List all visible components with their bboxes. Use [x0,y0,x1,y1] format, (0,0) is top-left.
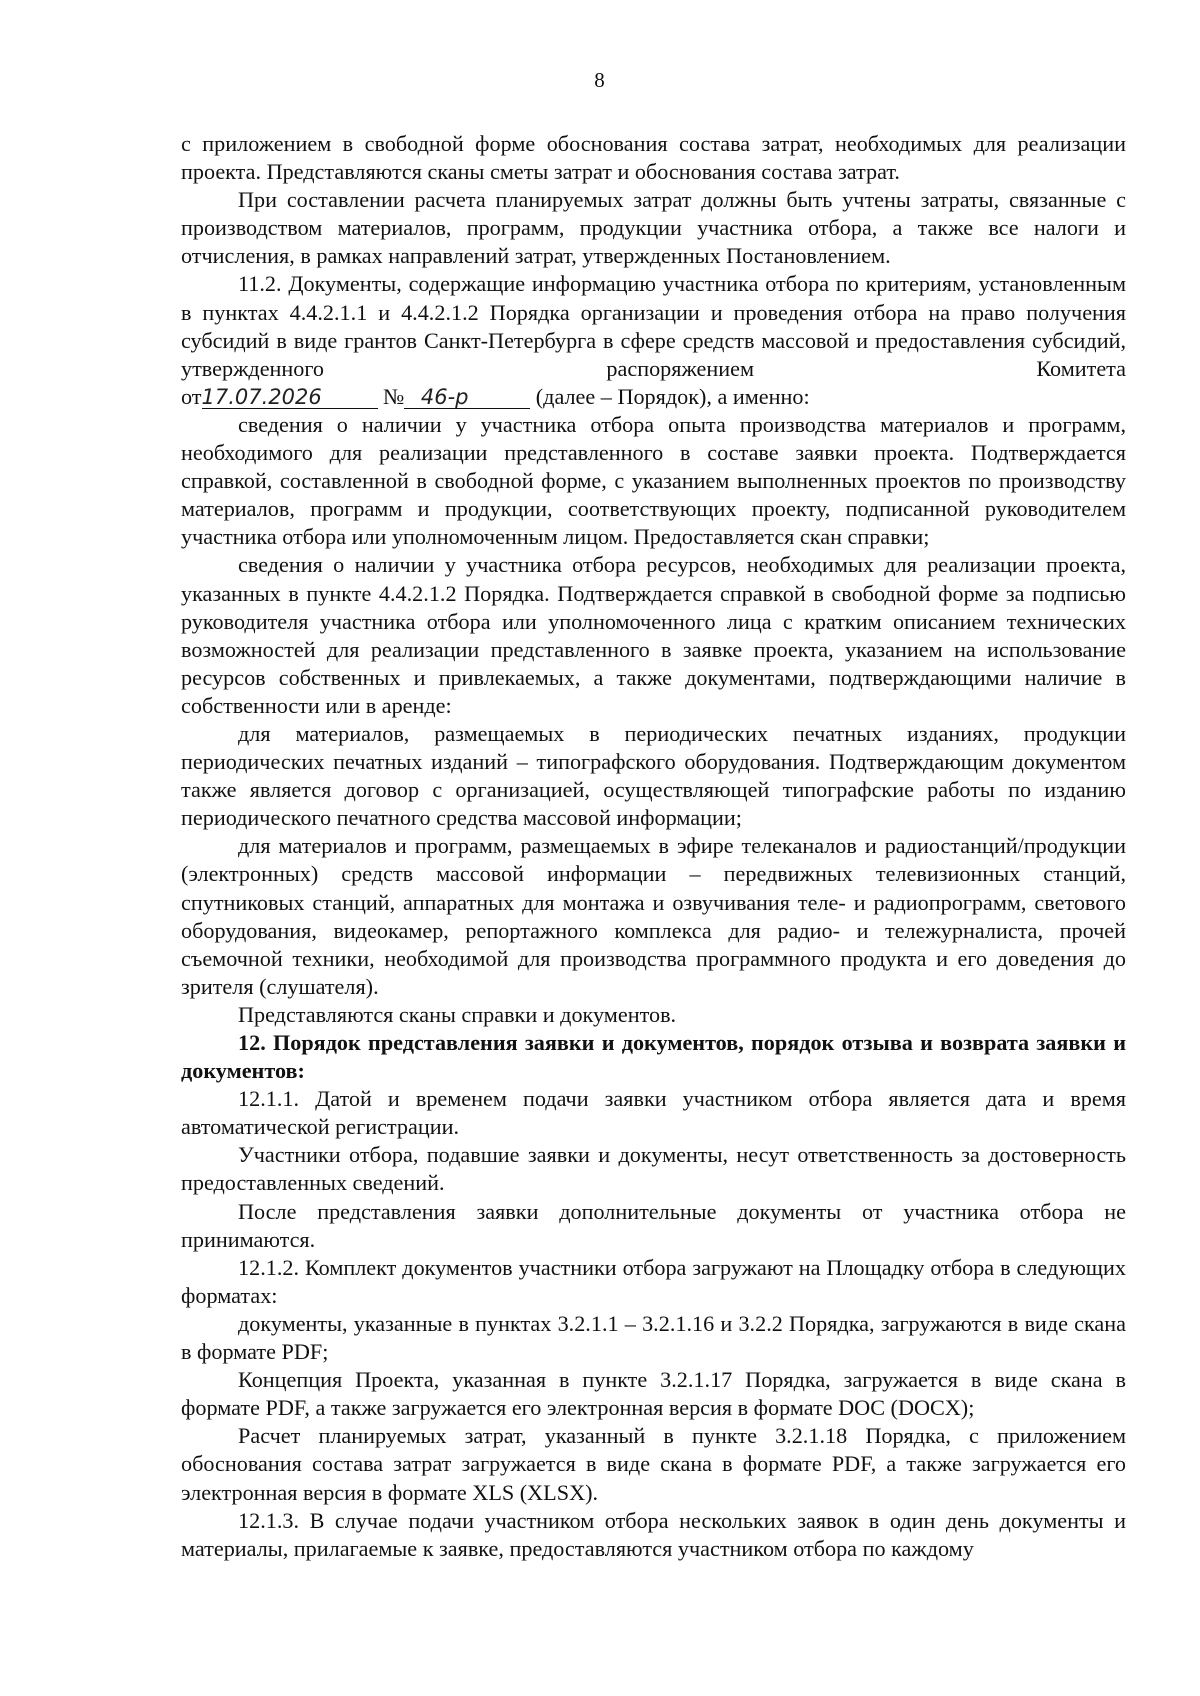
paragraph-experience: сведения о наличии у участника отбора опыта производства материалов и программ, необходимого для реализации представленного в составе заявки проекта. Подтверждается справкой, составленной в свободной форме, с указанием выполненных проектов по производству материалов, программ и продукции, соответствующих проекту, подписанной руководителем участника отбора или уполномоченным лицом. Предоставляется скан справки; [181,411,1126,550]
page-number: 8 [594,68,605,92]
paragraph-no-additional-docs: После представления заявки дополнительные документы от участника отбора не принимаются. [181,1198,1126,1252]
paragraph-pdf-documents: документы, указанные в пунктах 3.2.1.1 – 3.2.1.16 и 3.2.2 Порядка, загружаются в виде скана в формате PDF; [181,1310,1126,1365]
paragraph-responsibility: Участники отбора, подавшие заявки и документы, несут ответственность за достоверность предоставленных сведений. [181,1142,1126,1196]
paragraph-resources: сведения о наличии у участника отбора ресурсов, необходимых для реализации проекта, указанных в пункте 4.4.2.1.2 Порядка. Подтверждается справкой в свободной форме за подписью руководителя участника отбора или уполномоченного лица с кратким описанием технических возможностей для реализации представленного в заявке проекта, указанием на использование ресурсов собственных и привлекаемых, а также документами, подтверждающими наличие в собственности или в аренде: [181,552,1126,718]
paragraph-print-media: для материалов, размещаемых в периодических печатных изданиях, продукции периодических печатных изданий – типографского оборудования. Подтверждающим документом также является договор с организацией, осуществляющей типографские работы по изданию периодического печатного средства массовой информации; [181,720,1126,831]
order-date-field [202,386,378,409]
paragraph-11-2: 11.2. Документы, содержащие информацию участника отбора по критериям, установленным в пунктах 4.4.2.1.1 и 4.4.2.1.2 Порядка организации и проведения отбора на право получения субсидий в виде грантов Санкт-Петербурга в сфере средств массовой и предоставления субсидий, утвержденного распоряжением Комитета [181,271,1126,381]
order-reference-line [181,383,1126,411]
paragraph-cost-format: Расчет планируемых затрат, указанный в пункте 3.2.1.18 Порядка, с приложением обоснования состава затрат загружается в виде скана в формате PDF, а также загружается его электронная версия в формате XLS (XLSX). [181,1423,1126,1505]
paragraph-scans-submitted: Представляются сканы справки и документов. [238,1001,677,1027]
paragraph-12-1-1: 12.1.1. Датой и временем подачи заявки участником отбора является дата и время автоматической регистрации. [181,1086,1126,1140]
paragraph-broadcast-media: для материалов и программ, размещаемых в эфире телеканалов и радиостанций/продукции (электронных) средств массовой информации – передвижных телевизионных станций, спутниковых станций, аппаратных для монтажа и озвучивания теле- и радиопрограмм, светового оборудования, видеокамер, репортажного комплекса для радио- и тележурналиста, прочей съемочной техники, необходимой для производства программного продукта и его доведения до зрителя (слушателя). [181,833,1126,999]
paragraph-concept-format: Концепция Проекта, указанная в пункте 3.2.1.17 Порядка, загружается в виде скана в формате PDF, а также загружается его электронная версия в формате DOC (DOCX); [181,1367,1126,1421]
paragraph-12-1-2: 12.1.2. Комплект документов участники отбора загружают на Площадку отбора в следующих форматах: [181,1254,1126,1308]
order-number-field [404,386,530,409]
handwritten-order-number: 46-р [420,384,469,409]
section-heading-12: 12. Порядок представления заявки и документов, порядок отзыва и возврата заявки и документов: [181,1030,1126,1084]
paragraph-12-1-3: 12.1.3. В случае подачи участником отбора нескольких заявок в один день документы и материалы, прилагаемые к заявке, предоставляются участником отбора по каждому [181,1507,1126,1561]
order-number-sign: № [383,383,405,409]
paragraph-cost-calculation: При составлении расчета планируемых затрат должны быть учтены затраты, связанные с производством материалов, программ, продукции участника отбора, а также все налоги и отчисления, в рамках направлений затрат, утвержденных Постановлением. [181,187,1126,269]
order-prefix: от [181,383,202,409]
order-suffix: (далее – Порядок), а именно: [535,383,810,409]
handwritten-order-date: 17.07.2026 [201,384,322,409]
paragraph-cost-justification: с приложением в свободной форме обоснования состава затрат, необходимых для реализации проекта. Представляются сканы сметы затрат и обоснования состава затрат. [181,131,1126,185]
